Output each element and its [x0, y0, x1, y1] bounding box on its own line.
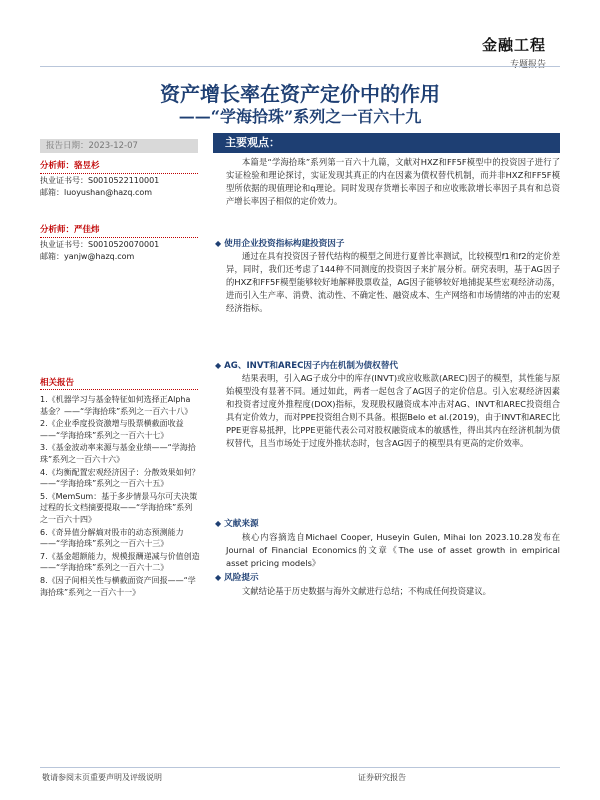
analyst-name-line	[40, 224, 200, 236]
related-report-link[interactable]: 2.《企业季度投资激增与股票横截面收益——“学海拾珠”系列之一百六十七》	[40, 419, 184, 440]
related-report-link[interactable]: 1.《机器学习与基金特征如何选择正Alpha 基金？——“学海拾珠”系列之一百六十八》	[40, 395, 193, 416]
footer-disclaimer: 敬请参阅末页重要声明及评级说明	[42, 773, 162, 782]
top-divider	[40, 66, 560, 67]
summary-heading: 主要观点：	[213, 133, 560, 152]
summary-divider	[213, 152, 560, 153]
summary-intro	[226, 156, 560, 208]
section-text: 通过在具有投资因子替代结构的模型之间进行夏普比率测试，比较模型f1和f2的定价差异，同时，我们还考虑了144种不同测度的投资因子来扩展分析。研究表明，基于AG因子的HXZ和FF5F模型能够较好地解释股票收益，AG因子能够较好地捕捉某些宏观经济动荡，进而引入生产率、消费、流动性、不确定性、融资成本、生产网络和市场情绪的冲击的宏观经济指标。	[226, 251, 560, 313]
related-report-link[interactable]: 6.《奇异值分解熵对股市的动态预测能力——“学海拾珠”系列之一百六十三》	[40, 527, 184, 549]
section-heading	[215, 359, 398, 371]
page-subtitle: ——“学海拾珠”系列之一百六十九	[178, 107, 422, 126]
analyst-details	[40, 175, 200, 199]
related-report-link[interactable]: 8.《因子间相关性与横截面资产回报——“学海拾珠”系列之一百六十一》	[40, 575, 196, 597]
related-report-link[interactable]: 3.《基金波动率来源与基金业绩——“学海拾珠”系列之一百六十六》	[40, 443, 196, 464]
bullet-icon: ◆	[215, 573, 222, 582]
analyst-name-line	[40, 160, 200, 172]
analyst-card	[40, 224, 200, 236]
analyst-name: 严佳炜	[74, 225, 100, 235]
analyst-details	[40, 239, 200, 263]
analyst-role: 分析师：	[40, 161, 75, 171]
related-divider	[40, 389, 198, 390]
related-report-link[interactable]: 5.《MemSum：基于多步情景马尔可夫决策过程的长文档摘要提取——“学海拾珠”系列之一百六十四》	[40, 491, 198, 524]
email-label: 邮箱：	[40, 188, 64, 197]
section-heading	[215, 517, 259, 529]
bullet-icon: ◆	[215, 361, 222, 370]
analyst-divider	[40, 237, 198, 238]
section-heading	[215, 237, 344, 249]
report-type: 专题报告	[509, 60, 546, 70]
report-date-value: 2023-12-07	[88, 141, 138, 151]
related-reports-list	[40, 394, 200, 599]
section-body	[226, 585, 560, 598]
section-title: 使用企业投资指标构建投资因子	[224, 239, 345, 249]
cert-label: 执业证书号：	[40, 176, 88, 185]
bullet-icon: ◆	[215, 239, 222, 248]
section-title: 风险提示	[224, 573, 259, 583]
analyst-card	[40, 160, 200, 172]
section-title: 文献来源	[224, 519, 259, 529]
cert-number: S0010522110001	[88, 176, 160, 185]
analyst-divider	[40, 173, 198, 174]
cert-label: 执业证书号：	[40, 240, 88, 249]
section-body	[226, 250, 560, 315]
related-reports-heading: 相关报告	[40, 378, 75, 388]
section-text: 结果表明，引入AG子成分中的库存(INVT)或应收账款(AREC)因子的模型，其性能与原始模型没有显著不同。通过如此，两者一起包含了AG因子的定价信息。引入宏观经济因素和投资者过度外推程度(DOX)指标，发现股权融资成本冲击对AG、INVT和AREC投资组合具有定价效力，而对PPE投资组合则不具备。根据Belo et al.(2019)，由于INVT和AREC比PPE更容易抵押，比PPE更能代表公司对股权融资成本的敏感性，得出其内在经济机制为债权替代，且当市场处于过度外推状态时，包含AG因子的模型具有更高的定价效率。	[226, 373, 560, 448]
section-body	[226, 531, 560, 570]
email-link[interactable]: yanjw@hazq.com	[64, 252, 135, 261]
report-date-label: 报告日期：	[46, 141, 89, 151]
cert-number: S0010520070001	[88, 240, 160, 249]
report-date-band	[40, 139, 198, 153]
page-title: 资产增长率在资产定价中的作用	[160, 82, 440, 106]
section-heading	[215, 571, 259, 583]
analyst-name: 骆昱杉	[74, 161, 100, 171]
section-title: AG、INVT和AREC因子内在机制为债权替代	[224, 361, 398, 371]
related-report-link[interactable]: 7.《基金超额能力，规模报酬递减与价值创造——“学海拾珠”系列之一百六十二》	[40, 551, 200, 573]
email-label: 邮箱：	[40, 252, 64, 261]
email-link[interactable]: luoyushan@hazq.com	[64, 188, 153, 197]
section-text: 文献结论基于历史数据与海外文献进行总结；不构成任何投资建议。	[242, 586, 491, 596]
brand-name: 金融工程	[481, 36, 546, 54]
analyst-role: 分析师：	[40, 225, 75, 235]
related-report-link[interactable]: 4.《均衡配置宏观经济因子：分散效果如何？——“学海拾珠”系列之一百六十五》	[40, 467, 200, 489]
section-text: 核心内容摘选自Michael Cooper, Huseyin Gulen, Mihai Ion 2023.10.28发布在Journal of Financial Economics的文章《The use of asset growth in empirical asset pricing models》	[226, 532, 560, 568]
footer-report-label: 证券研究报告	[358, 773, 406, 782]
summary-intro-text: 本篇是“学海拾珠”系列第一百六十九篇，文献对HXZ和FF5F模型中的投资因子进行了实证检验和理论探讨，实证发现其真正的内在因素为债权替代机制，而并非HXZ和FF5F模型所依据的现值理论和q理论。同时发现存货增长率因子和应收账款增长率因子具有和总资产增长率因子相似的定价效力。	[226, 157, 560, 206]
footer-divider	[40, 767, 560, 768]
section-body	[226, 372, 560, 450]
bullet-icon: ◆	[215, 519, 222, 528]
